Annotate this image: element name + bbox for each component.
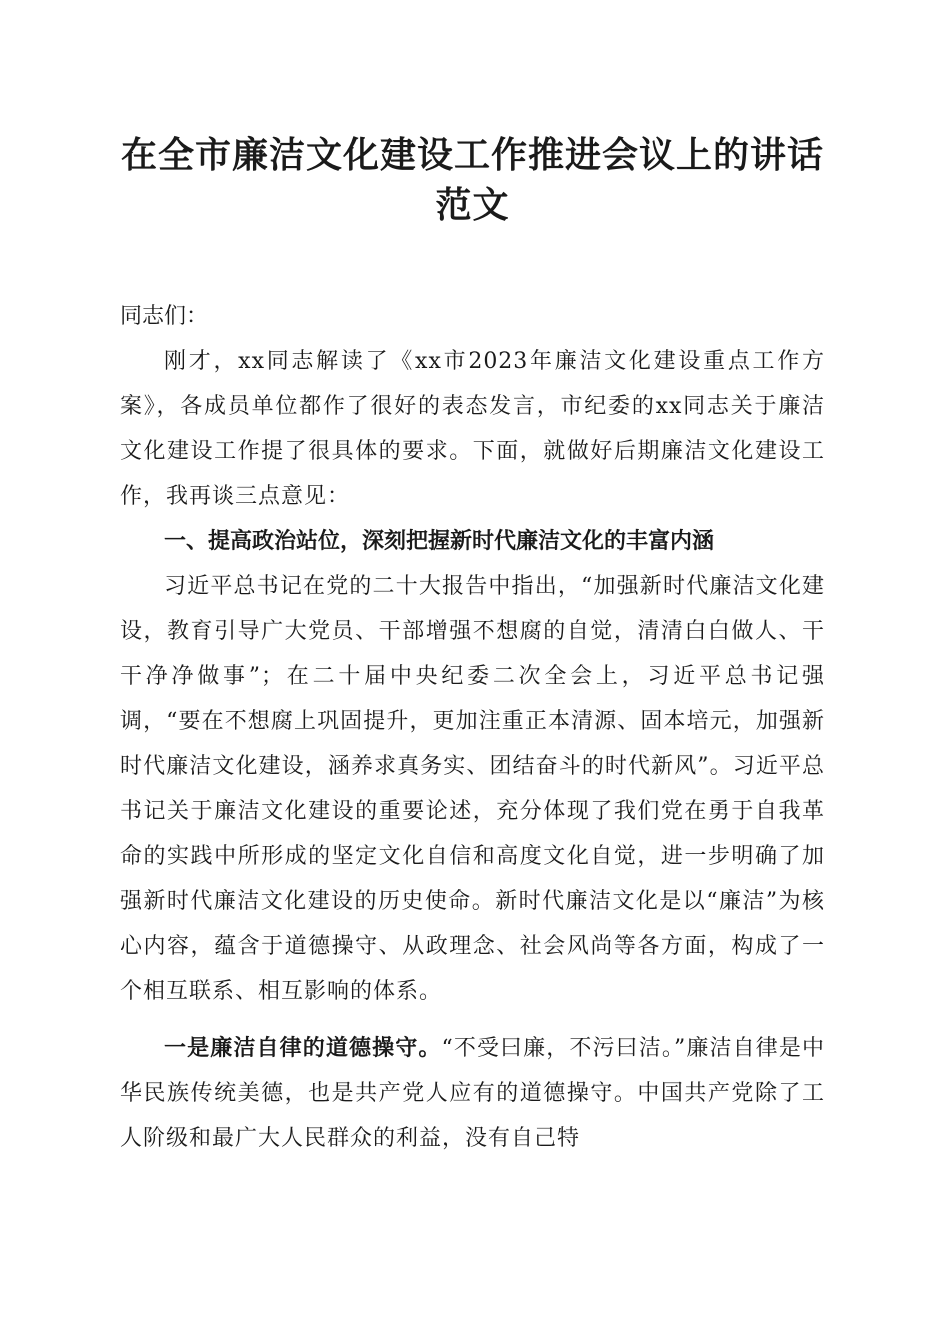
point-1-body: “不受曰廉，不污曰洁。”廉洁自律是中华民族传统美德，也是共产党人应有的道德操守。中国共产党除了工人阶级和最广大人民群众的利益，没有自己特 — [120, 1036, 825, 1151]
salutation: 同志们： — [120, 304, 209, 329]
point-1-paragraph — [120, 1026, 825, 1161]
section-heading-1: 一、提高政治站位，深刻把握新时代廉洁文化的丰富内涵 — [164, 529, 715, 554]
document-title: 在全市廉洁文化建设工作推进会议上的讲话范文 — [120, 134, 824, 226]
point-1-lead: 一是廉洁自律的道德操守。 — [164, 1036, 442, 1061]
section-1-paragraph: 习近平总书记在党的二十大报告中指出，“加强新时代廉洁文化建设，教育引导广大党员、干部增强不想腐的自觉，清清白白做人、干干净净做事”；在二十届中央纪委二次全会上，习近平总书记强调，“要在不想腐上巩固提升，更加注重正本清源、固本培元，加强新时代廉洁文化建设，涵养求真务实、团结奋斗的时代新风”。习近平总书记关于廉洁文化建设的重要论述，充分体现了我们党在勇于自我革命的实践中所形成的坚定文化自信和高度文化自觉，进一步明确了加强新时代廉洁文化建设的历史使命。新时代廉洁文化是以“廉洁”为核心内容，蕴含于道德操守、从政理念、社会风尚等各方面，构成了一个相互联系、相互影响的体系。 — [120, 574, 825, 1004]
intro-paragraph: 刚才，xx同志解读了《xx市2023年廉洁文化建设重点工作方案》，各成员单位都作了很好的表态发言，市纪委的xx同志关于廉洁文化建设工作提了很具体的要求。下面，就做好后期廉洁文化建设工作，我再谈三点意见： — [120, 349, 825, 509]
document-page — [120, 130, 825, 1161]
